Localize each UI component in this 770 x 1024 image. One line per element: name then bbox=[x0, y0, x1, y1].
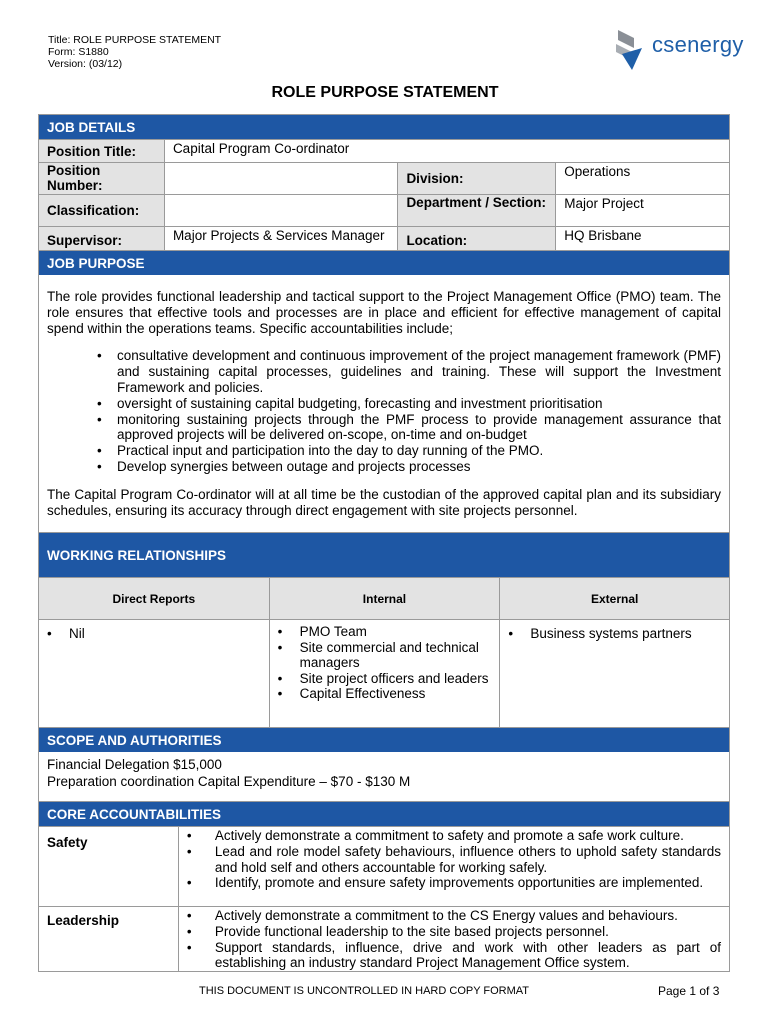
list-item: • Site project officers and leaders bbox=[278, 671, 492, 687]
column-internal: Internal bbox=[269, 578, 500, 620]
csenergy-logo-icon bbox=[612, 28, 650, 72]
position-number-value bbox=[164, 163, 398, 195]
csenergy-logo-text: csenergy bbox=[652, 32, 744, 57]
scope-heading: SCOPE AND AUTHORITIES bbox=[38, 728, 730, 752]
safety-label: Safety bbox=[39, 827, 179, 907]
page-title: ROLE PURPOSE STATEMENT bbox=[271, 84, 499, 101]
list-item: • oversight of sustaining capital budgeting, forecasting and investment prioritisation bbox=[97, 396, 721, 412]
job-purpose-body bbox=[38, 275, 730, 533]
list-item: • Practical input and participation into the day to day running of the PMO. bbox=[97, 443, 721, 459]
classification-label: Classification: bbox=[39, 195, 165, 227]
list-item: • Support standards, influence, drive and work with other leaders as part of establishing an industry standard Project Management Office system. bbox=[187, 940, 721, 972]
external-list bbox=[508, 626, 721, 642]
page-number: Page 1 of 3 bbox=[658, 984, 720, 998]
core-accountabilities-table bbox=[38, 826, 730, 972]
safety-list bbox=[187, 828, 721, 891]
location-label: Location: bbox=[398, 227, 556, 251]
list-item: • Lead and role model safety behaviours, influence others to uphold safety standards and hold self and others accountable for working safely. bbox=[187, 844, 721, 876]
column-direct-reports: Direct Reports bbox=[39, 578, 270, 620]
list-item: • monitoring sustaining projects through the PMF process to provide management assurance that approved projects will be delivered on-scope, on-time and on-budget bbox=[97, 412, 721, 444]
location-value: HQ Brisbane bbox=[556, 227, 730, 251]
meta-form: Form: S1880 bbox=[48, 46, 109, 58]
division-value: Operations bbox=[556, 163, 730, 195]
department-value: Major Project bbox=[556, 195, 730, 227]
core-accountabilities-heading: CORE ACCOUNTABILITIES bbox=[38, 802, 730, 826]
list-item: • PMO Team bbox=[278, 624, 492, 640]
supervisor-value: Major Projects & Services Manager bbox=[164, 227, 398, 251]
list-item: • Capital Effectiveness bbox=[278, 686, 492, 702]
supervisor-label: Supervisor: bbox=[39, 227, 165, 251]
list-item: • Site commercial and technical managers bbox=[278, 640, 492, 671]
scope-line-1: Financial Delegation $15,000 bbox=[47, 757, 222, 772]
job-details-heading: JOB DETAILS bbox=[38, 114, 730, 139]
footer-notice: THIS DOCUMENT IS UNCONTROLLED IN HARD COPY FORMAT bbox=[199, 985, 530, 997]
position-title-value: Capital Program Co-ordinator bbox=[164, 140, 729, 163]
division-label: Division: bbox=[398, 163, 556, 195]
column-external: External bbox=[500, 578, 730, 620]
list-item: • Identify, promote and ensure safety improvements opportunities are implemented. bbox=[187, 875, 721, 891]
list-item: • Develop synergies between outage and projects processes bbox=[97, 459, 721, 475]
document-meta bbox=[48, 34, 221, 70]
scope-line-2: Preparation coordination Capital Expenditure – $70 - $130 M bbox=[47, 774, 411, 789]
position-title-label: Position Title: bbox=[39, 140, 165, 163]
internal-list bbox=[278, 624, 492, 702]
job-purpose-list bbox=[97, 348, 721, 474]
job-details-table bbox=[38, 139, 730, 251]
form-sheet bbox=[38, 114, 730, 972]
list-item: • Actively demonstrate a commitment to safety and promote a safe work culture. bbox=[187, 828, 721, 844]
list-item: • consultative development and continuous improvement of the project management framework (PMF) and sustaining capital processes, guidelines and training. These will support the Investment Framework and policies. bbox=[97, 348, 721, 395]
classification-value bbox=[164, 195, 398, 227]
direct-reports-list bbox=[47, 626, 261, 642]
working-relationships-heading: WORKING RELATIONSHIPS bbox=[38, 533, 730, 577]
scope-body bbox=[38, 752, 730, 802]
leadership-label: Leadership bbox=[39, 907, 179, 972]
working-relationships-table bbox=[38, 577, 730, 728]
list-item: • Business systems partners bbox=[508, 626, 721, 642]
list-item: • Actively demonstrate a commitment to the CS Energy values and behaviours. bbox=[187, 908, 721, 924]
csenergy-logo bbox=[612, 28, 752, 72]
leadership-list bbox=[187, 908, 721, 971]
job-purpose-intro: The role provides functional leadership and tactical support to the Project Management Office (PMO) team. The role ensures that effective tools and processes are in place and efficient for effective management of capital spend within the operations teams. Specific accountabilities include; bbox=[47, 289, 721, 336]
meta-title: Title: ROLE PURPOSE STATEMENT bbox=[48, 34, 222, 46]
meta-version: Version: (03/12) bbox=[48, 58, 123, 70]
job-purpose-heading: JOB PURPOSE bbox=[38, 251, 730, 275]
job-purpose-closing: The Capital Program Co-ordinator will at all time be the custodian of the approved capital plan and its subsidiary schedules, ensuring its accuracy through direct engagement with site projects personnel. bbox=[47, 486, 721, 518]
department-label: Department / Section: bbox=[398, 195, 556, 227]
list-item: • Nil bbox=[47, 626, 261, 642]
list-item: • Provide functional leadership to the site based projects personnel. bbox=[187, 924, 721, 940]
position-number-label: Position Number: bbox=[39, 163, 165, 195]
